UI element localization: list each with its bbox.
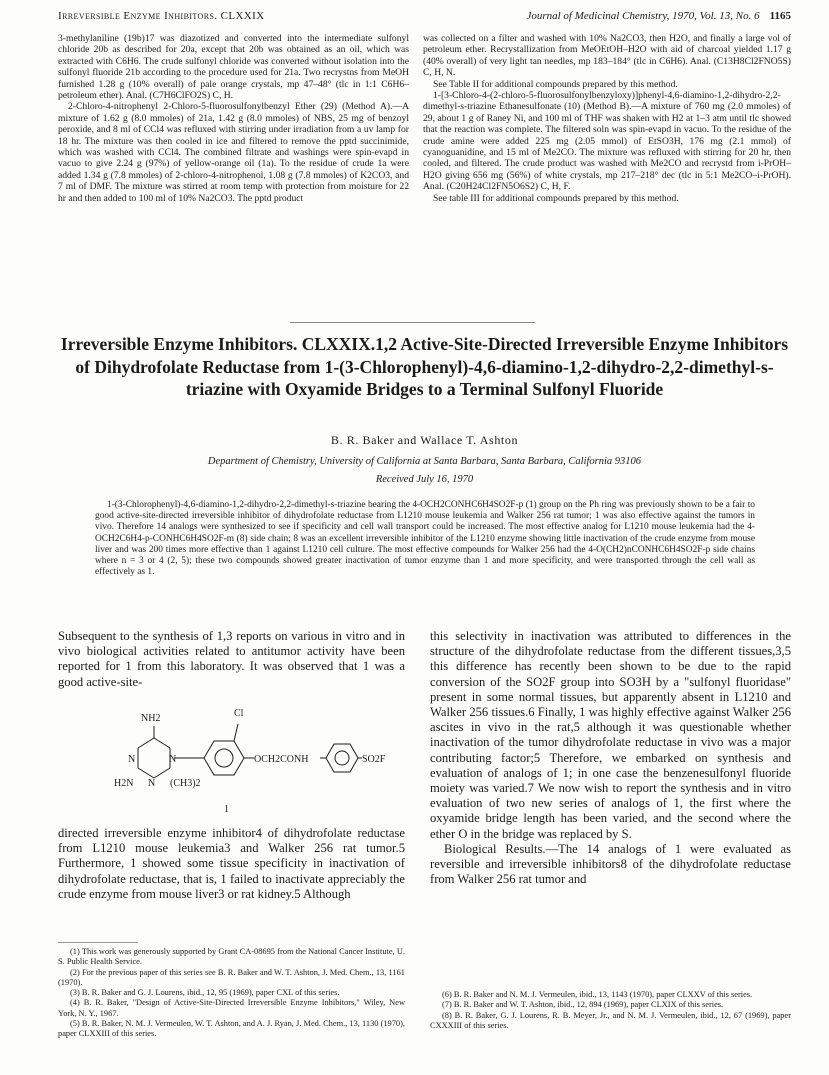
compound-number-label: 1 — [224, 804, 229, 815]
body-paragraph: Biological Results.—The 14 analogs of 1 were evaluated as reversible and irreversible inhibitors8 of the dihydrofolate reductase from Walker 256 rat tumor and — [430, 841, 791, 887]
aromatic-circle — [335, 751, 349, 765]
bond — [138, 768, 154, 778]
footnote: (2) For the previous paper of this series see B. R. Baker and W. T. Ashton, J. Med. Chem., 13, 1161 (1970). — [58, 967, 405, 987]
experimental-left-column — [58, 33, 409, 204]
article-authors: B. R. Baker and Wallace T. Ashton — [330, 433, 519, 447]
experimental-paragraph: 3-methylaniline (19b)17 was diazotized and converted into the intermediate sulfonyl chloride 20b as described for 20a, except that 20b was obtained as an oil, which was extracted with C6H6. The crude sulfonyl chloride was converted without isolation into the sulfonyl fluoride 21b according to the procedure used for 21a. Two recrystns from MeOH furnished 1.28 g (10% overall) of pale orange crystals, mp 47–48° (tlc in 1:1 C6H6–petroleum ether). Anal. (C7H6ClFO2S) C, H. — [58, 33, 409, 102]
footnote: (8) B. R. Baker, G. J. Lourens, R. B. Meyer, Jr., and N. M. J. Vermeulen, ibid., 12, 67 (1969), paper CXXXIII of this series. — [430, 1010, 791, 1030]
body-paragraph: this selectivity in inactivation was attributed to differences in the structure of the dihydrofolate reductase from the different tissues,3,5 this difference has recently been shown to be due to the rapid conversion of the SO2F group into SO3H by a "sulfonyl fluoridase" present in some normal tissues, but apparently absent in L1210 and Walker 256 tissues.6 Finally, 1 was highly effective against Walker 256 ascites in vivo in the rat,5 although it was questionable whether inactivation of the tumor dihydrofolate reductase in vivo was a major contributing factor;5 Therefore, we embarked on synthesis and evaluation of analogs of 1; in one case the benzenesulfonyl fluoride moiety was varied.7 We now wish to report the synthesis and in vitro evaluation of two new series of analogs of 1, the first where the oxyamide bridge length has been varied, and the second where the ether O in the bridge was replaced by S. — [430, 629, 791, 841]
abstract-text: 1-(3-Chlorophenyl)-4,6-diamino-1,2-dihydro-2,2-dimethyl-s-triazine bearing the 4-OCH2CONHC6H4SO2F-p (1) group on the Ph ring was previously shown to be a fair to good active-site-directed irreversible inhibitor of dihydrofolate reductase from L1210 mouse leukemia and Walker 256 rat tumor; 1 was also effective against the tumors in vivo. Therefore 14 analogs were synthesized to see if specificity and cell wall transport could be increased. The most effective analog for L1210 mouse leukemia had the 4-OCH2C6H4-p-CONHC6H4SO2F-m (8) side chain; 8 was an excellent irreversible inhibitor of the L1210 enzyme showing little inactivation of the crude enzyme from mouse liver and was 200 times more effective than 1 against L1210 cell culture. The most effective compounds for Walker 256 had the 4-O(CH2)nCONHC6H4SO2F-p side chains where n = 3 or 4 (2, 5); these two compounds showed greater inactivation of tumor enzyme than 1 and more specificity, and were transported through the cell wall as effectively as 1. — [95, 500, 755, 578]
bond — [234, 724, 238, 741]
article-title: Irreversible Enzyme Inhibitors. CLXXIX.1,2 Active-Site-Directed Irreversible Enzyme Inhibitors of Dihydrofolate Reductase from 1-(3-Chlorophenyl)-4,6-diamino-1,2-dihydro-2,2-dimethyl-s-triazine with Oxyamide Bridges to a Terminal Sulfonyl Fluoride — [60, 334, 789, 399]
aromatic-circle — [215, 749, 233, 767]
footnote: (1) This work was generously supported by Grant CA-08695 from the National Cancer Institute, U. S. Public Health Service. — [58, 947, 405, 967]
bond — [154, 768, 170, 778]
ring-nitrogen-label: N — [148, 778, 156, 789]
ring-nitrogen-label: N — [128, 754, 136, 765]
body-right-column — [430, 629, 791, 887]
amino-group-label: H2N — [114, 778, 134, 789]
article-affiliation: Department of Chemistry, University of California at Santa Barbara, Santa Barbara, California 93106 — [207, 456, 642, 467]
ring-nitrogen-label: N — [169, 754, 177, 765]
sulfonyl-fluoride-label: SO2F — [362, 754, 386, 765]
footnote: (4) B. R. Baker, "Design of Active-Site-Directed Irreversible Enzyme Inhibitors," Wiley, New York, N. Y., 1967. — [58, 998, 405, 1018]
experimental-paragraph: See table III for additional compounds prepared by this method. — [433, 192, 679, 204]
abstract — [95, 500, 755, 578]
oxyamide-bridge-label: OCH2CONH — [254, 754, 309, 765]
bond — [138, 738, 154, 748]
footnotes-right — [430, 990, 791, 1031]
section-divider — [290, 322, 535, 323]
running-title: Irreversible Enzyme Inhibitors. CLXXIX — [58, 10, 265, 22]
benzene-ring — [326, 744, 358, 772]
body-left-top — [58, 629, 405, 690]
chlorine-label: Cl — [234, 708, 244, 719]
amino-group-label: NH2 — [141, 713, 161, 724]
experimental-right-column — [423, 33, 791, 204]
footnote-divider — [58, 942, 138, 943]
journal-name: Journal of Medicinal Chemistry, 1970, Vol. 13, No. 6 — [526, 10, 760, 22]
experimental-paragraph: 1-[3-Chloro-4-(2-chloro-5-fluorosulfonylbenzyloxy)]phenyl-4,6-diamino-1,2-dihydro-2,2-dimethyl-s-triazine Ethanesulfonate (10) (Method B).—A mixture of 760 mg (2.0 mmoles) of 29, about 1 g of Raney Ni, and 100 ml of THF was shaken with H2 at 1–3 atm until tlc showed that the reaction was complete. The filtered soln was spin-evapd in vacuo. To the residue of the crude amine were added 225 mg (2.05 mmol) of EtSO3H, 176 mg (2.1 mmol) of cyanoguanidine, and 15 ml of Me2CO. The mixture was refluxed with stirring for 20 hr, then cooled, and filtered. The crude product was washed with Me2CO and recrystd from i-PrOH–H2O giving 656 mg (56%) of white crystals, mp 217–218° dec (tlc in 5:1 Me2CO–i-PrOH). Anal. (C20H24Cl2FN5O6S2) C, H, F. — [423, 90, 791, 193]
bond — [154, 738, 170, 748]
body-left-bottom — [58, 826, 405, 902]
footnote: (7) B. R. Baker and W. T. Ashton, ibid., 12, 894 (1969), paper CLXIX of this series. — [442, 1000, 724, 1010]
page-number: 1165 — [769, 10, 791, 22]
experimental-paragraph: was collected on a filter and washed with 10% Na2CO3, then H2O, and finally a large vol of petroleum ether. Recrystallization from MeOEtOH–H2O with aid of charcoal yielded 1.17 g (40% overall) of very light tan needles, mp 183–184° (tlc in C6H6). Anal. (C13H8Cl2FNO5S) C, H, N. — [423, 33, 791, 79]
footnote: (6) B. R. Baker and N. M. J. Vermeulen, ibid., 13, 1143 (1970), paper CLXXV of this series. — [442, 990, 753, 999]
footnotes-left — [58, 947, 405, 1040]
received-date: Received July 16, 1970 — [375, 474, 474, 485]
footnote: (3) B. R. Baker and G. J. Lourens, ibid., 12, 95 (1969), paper CXL of this series. — [70, 988, 340, 998]
footnote: (5) B. R. Baker, N. M. J. Vermeulen, W. T. Ashton, and A. J. Ryan, J. Med. Chem., 13, 1130 (1970), paper CLXXIII of this series. — [58, 1019, 405, 1039]
journal-citation — [526, 10, 791, 22]
experimental-paragraph: 2-Chloro-4-nitrophenyl 2-Chloro-5-fluorosulfonylbenzyl Ether (29) (Method A).—A mixture of 1.62 g (8.0 mmoles) of 21a, 1.42 g (8.0 mmoles) of NBS, 25 mg of benzoyl peroxide, and 8 ml of CCl4 was refluxed with stirring under irradiation from a uv lamp for 18 hr. The mixture was then cooled in ice and filtered to remove the pptd succinimide, which was washed with CCl4. The combined filtrate and washings were spin-evapd in vacuo to give 2.24 g (97%) of yellow-orange oil (1a). To the residue of crude 1a were added 1.34 g (7.8 mmoles) of 2-chloro-4-nitrophenol, 1.08 g (7.8 mmoles) of K2CO3, and 7 ml of DMF. The mixture was stirred at room temp with protection from moisture for 22 hr and then added to 100 ml of 10% Na2CO3. The pptd product — [58, 101, 409, 204]
body-paragraph: directed irreversible enzyme inhibitor4 of dihydrofolate reductase from L1210 mouse leukemia3 and Walker 256 rat tumor.5 Furthermore, 1 showed some tissue specificity in inactivation of dihydrofolate reductase, that is, 1 failed to inactivate appreciably the crude enzyme from mouse liver3 or rat kidney.5 Although — [58, 826, 405, 901]
benzene-ring — [204, 741, 244, 775]
dimethyl-label: (CH3)2 — [170, 778, 201, 789]
chemical-structure-1 — [112, 694, 386, 818]
running-header — [58, 10, 791, 26]
experimental-paragraph: See Table II for additional compounds prepared by this method. — [433, 78, 678, 90]
body-paragraph: Subsequent to the synthesis of 1,3 reports on various in vitro and in vivo biological activities related to antitumor activity have been reported for 1 from this laboratory. It was observed that 1 was a good active-site- — [58, 629, 405, 689]
